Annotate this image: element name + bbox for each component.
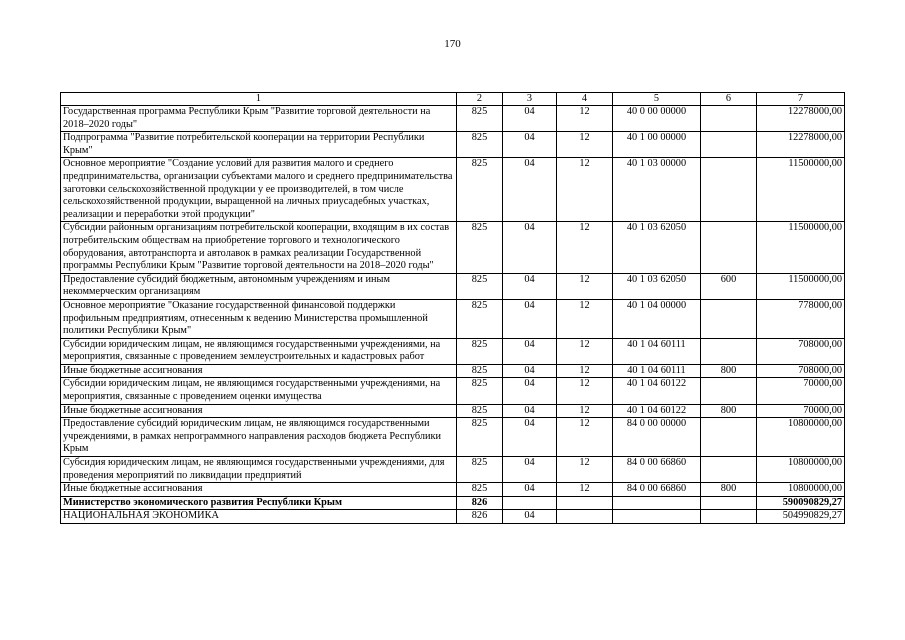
row-amount: 590090829,27 bbox=[757, 496, 845, 510]
table-row bbox=[61, 496, 845, 510]
row-subsection: 12 bbox=[557, 106, 613, 132]
row-target-article: 40 1 04 60111 bbox=[613, 364, 701, 378]
row-subsection: 12 bbox=[557, 404, 613, 418]
row-target-article: 40 1 04 60122 bbox=[613, 404, 701, 418]
row-subsection: 12 bbox=[557, 273, 613, 299]
budget-table bbox=[60, 92, 845, 524]
row-subsection: 12 bbox=[557, 457, 613, 483]
row-expense-type bbox=[701, 106, 757, 132]
table-row bbox=[61, 378, 845, 404]
header-col-6: 6 bbox=[701, 93, 757, 106]
row-expense-type bbox=[701, 338, 757, 364]
row-name: Основное мероприятие "Создание условий для развития малого и среднего предпринимательства, организации субъектами малого и среднего предпринимательства заготовки сельскохозяйственной продукции у ее производителей, в том числе сельскохозяйственной продукции, выращенной на личных приусадебных участках, реализации и переработки этой продукции" bbox=[61, 158, 457, 222]
row-subsection: 12 bbox=[557, 338, 613, 364]
row-subsection: 12 bbox=[557, 299, 613, 338]
row-section: 04 bbox=[503, 299, 557, 338]
row-section: 04 bbox=[503, 378, 557, 404]
row-name: Основное мероприятие "Оказание государственной финансовой поддержки профильным предприятиям, отнесенным к ведению Министерства промышленной политики Республики Крым" bbox=[61, 299, 457, 338]
row-section: 04 bbox=[503, 106, 557, 132]
row-amount: 778000,00 bbox=[757, 299, 845, 338]
row-expense-type bbox=[701, 496, 757, 510]
row-grbs: 825 bbox=[457, 418, 503, 457]
row-amount: 11500000,00 bbox=[757, 273, 845, 299]
row-section: 04 bbox=[503, 457, 557, 483]
row-subsection: 12 bbox=[557, 418, 613, 457]
row-amount: 11500000,00 bbox=[757, 222, 845, 273]
row-grbs: 825 bbox=[457, 106, 503, 132]
table-row bbox=[61, 106, 845, 132]
row-name: Государственная программа Республики Крым "Развитие торговой деятельности на 2018–2020 годы" bbox=[61, 106, 457, 132]
row-expense-type: 800 bbox=[701, 483, 757, 497]
header-col-4: 4 bbox=[557, 93, 613, 106]
row-expense-type: 600 bbox=[701, 273, 757, 299]
row-target-article: 40 1 00 00000 bbox=[613, 132, 701, 158]
row-expense-type bbox=[701, 132, 757, 158]
row-amount: 708000,00 bbox=[757, 338, 845, 364]
row-amount: 708000,00 bbox=[757, 364, 845, 378]
header-col-7: 7 bbox=[757, 93, 845, 106]
row-section: 04 bbox=[503, 510, 557, 524]
row-amount: 10800000,00 bbox=[757, 418, 845, 457]
row-section: 04 bbox=[503, 483, 557, 497]
row-subsection: 12 bbox=[557, 158, 613, 222]
row-name: Подпрограмма "Развитие потребительской кооперации на территории Республики Крым" bbox=[61, 132, 457, 158]
row-grbs: 825 bbox=[457, 158, 503, 222]
row-target-article: 40 1 03 00000 bbox=[613, 158, 701, 222]
row-grbs: 825 bbox=[457, 273, 503, 299]
table-body bbox=[61, 106, 845, 524]
header-col-2: 2 bbox=[457, 93, 503, 106]
row-section: 04 bbox=[503, 132, 557, 158]
row-amount: 10800000,00 bbox=[757, 483, 845, 497]
table-row bbox=[61, 338, 845, 364]
row-expense-type bbox=[701, 457, 757, 483]
row-subsection: 12 bbox=[557, 483, 613, 497]
row-section: 04 bbox=[503, 404, 557, 418]
table-row bbox=[61, 364, 845, 378]
table-row bbox=[61, 404, 845, 418]
row-expense-type bbox=[701, 222, 757, 273]
row-expense-type bbox=[701, 299, 757, 338]
row-target-article: 84 0 00 66860 bbox=[613, 457, 701, 483]
row-amount: 70000,00 bbox=[757, 378, 845, 404]
table-row bbox=[61, 418, 845, 457]
row-section: 04 bbox=[503, 364, 557, 378]
header-col-3: 3 bbox=[503, 93, 557, 106]
row-target-article: 84 0 00 66860 bbox=[613, 483, 701, 497]
row-name: Иные бюджетные ассигнования bbox=[61, 404, 457, 418]
table-row bbox=[61, 273, 845, 299]
header-col-5: 5 bbox=[613, 93, 701, 106]
row-section: 04 bbox=[503, 222, 557, 273]
row-grbs: 825 bbox=[457, 364, 503, 378]
row-target-article: 40 0 00 00000 bbox=[613, 106, 701, 132]
row-name: Предоставление субсидий юридическим лицам, не являющимся государственными учреждениями, в рамках непрограммного направления расходов бюджета Республики Крым bbox=[61, 418, 457, 457]
row-subsection: 12 bbox=[557, 364, 613, 378]
row-subsection bbox=[557, 496, 613, 510]
row-grbs: 825 bbox=[457, 222, 503, 273]
row-expense-type: 800 bbox=[701, 404, 757, 418]
row-amount: 12278000,00 bbox=[757, 106, 845, 132]
row-target-article bbox=[613, 510, 701, 524]
table-row bbox=[61, 299, 845, 338]
row-grbs: 825 bbox=[457, 457, 503, 483]
page-number: 170 bbox=[444, 38, 461, 50]
row-section: 04 bbox=[503, 273, 557, 299]
row-expense-type bbox=[701, 418, 757, 457]
row-target-article: 40 1 03 62050 bbox=[613, 273, 701, 299]
row-name: Субсидии районным организациям потребительской кооперации, входящим в их состав потребительским обществам на приобретение торгового и технологического оборудования, автотранспорта и автолавок в рамках реализации Государственной программы Республики Крым "Развитие торговой деятельности на 2018–2020 годы" bbox=[61, 222, 457, 273]
row-amount: 504990829,27 bbox=[757, 510, 845, 524]
row-amount: 70000,00 bbox=[757, 404, 845, 418]
row-target-article: 40 1 04 00000 bbox=[613, 299, 701, 338]
row-subsection: 12 bbox=[557, 222, 613, 273]
row-amount: 11500000,00 bbox=[757, 158, 845, 222]
row-grbs: 825 bbox=[457, 483, 503, 497]
row-grbs: 825 bbox=[457, 338, 503, 364]
row-name: Предоставление субсидий бюджетным, автономным учреждениям и иным некоммерческим организациям bbox=[61, 273, 457, 299]
row-grbs: 826 bbox=[457, 496, 503, 510]
row-name: НАЦИОНАЛЬНАЯ ЭКОНОМИКА bbox=[61, 510, 457, 524]
table-row bbox=[61, 222, 845, 273]
table-row bbox=[61, 158, 845, 222]
row-name: Субсидии юридическим лицам, не являющимся государственными учреждениями, на мероприятия, связанные с проведением оценки имущества bbox=[61, 378, 457, 404]
table-header-row bbox=[61, 93, 845, 106]
row-amount: 12278000,00 bbox=[757, 132, 845, 158]
row-expense-type bbox=[701, 510, 757, 524]
table-row bbox=[61, 483, 845, 497]
row-expense-type bbox=[701, 158, 757, 222]
row-section: 04 bbox=[503, 158, 557, 222]
table-row bbox=[61, 457, 845, 483]
table-row bbox=[61, 510, 845, 524]
row-target-article bbox=[613, 496, 701, 510]
row-subsection: 12 bbox=[557, 132, 613, 158]
row-grbs: 825 bbox=[457, 404, 503, 418]
row-section bbox=[503, 496, 557, 510]
row-target-article: 40 1 04 60122 bbox=[613, 378, 701, 404]
row-grbs: 825 bbox=[457, 132, 503, 158]
row-grbs: 826 bbox=[457, 510, 503, 524]
row-target-article: 84 0 00 00000 bbox=[613, 418, 701, 457]
row-section: 04 bbox=[503, 418, 557, 457]
row-amount: 10800000,00 bbox=[757, 457, 845, 483]
row-grbs: 825 bbox=[457, 299, 503, 338]
row-subsection bbox=[557, 510, 613, 524]
row-name: Министерство экономического развития Республики Крым bbox=[61, 496, 457, 510]
header-col-1: 1 bbox=[61, 93, 457, 106]
row-target-article: 40 1 04 60111 bbox=[613, 338, 701, 364]
table-row bbox=[61, 132, 845, 158]
row-grbs: 825 bbox=[457, 378, 503, 404]
row-name: Иные бюджетные ассигнования bbox=[61, 364, 457, 378]
row-expense-type bbox=[701, 378, 757, 404]
row-name: Субсидии юридическим лицам, не являющимся государственными учреждениями, на мероприятия, связанные с проведением землеустроительных и кадастровых работ bbox=[61, 338, 457, 364]
row-name: Субсидия юридическим лицам, не являющимся государственными учреждениями, для проведения мероприятий по ликвидации предприятий bbox=[61, 457, 457, 483]
row-subsection: 12 bbox=[557, 378, 613, 404]
row-name: Иные бюджетные ассигнования bbox=[61, 483, 457, 497]
row-section: 04 bbox=[503, 338, 557, 364]
row-expense-type: 800 bbox=[701, 364, 757, 378]
row-target-article: 40 1 03 62050 bbox=[613, 222, 701, 273]
